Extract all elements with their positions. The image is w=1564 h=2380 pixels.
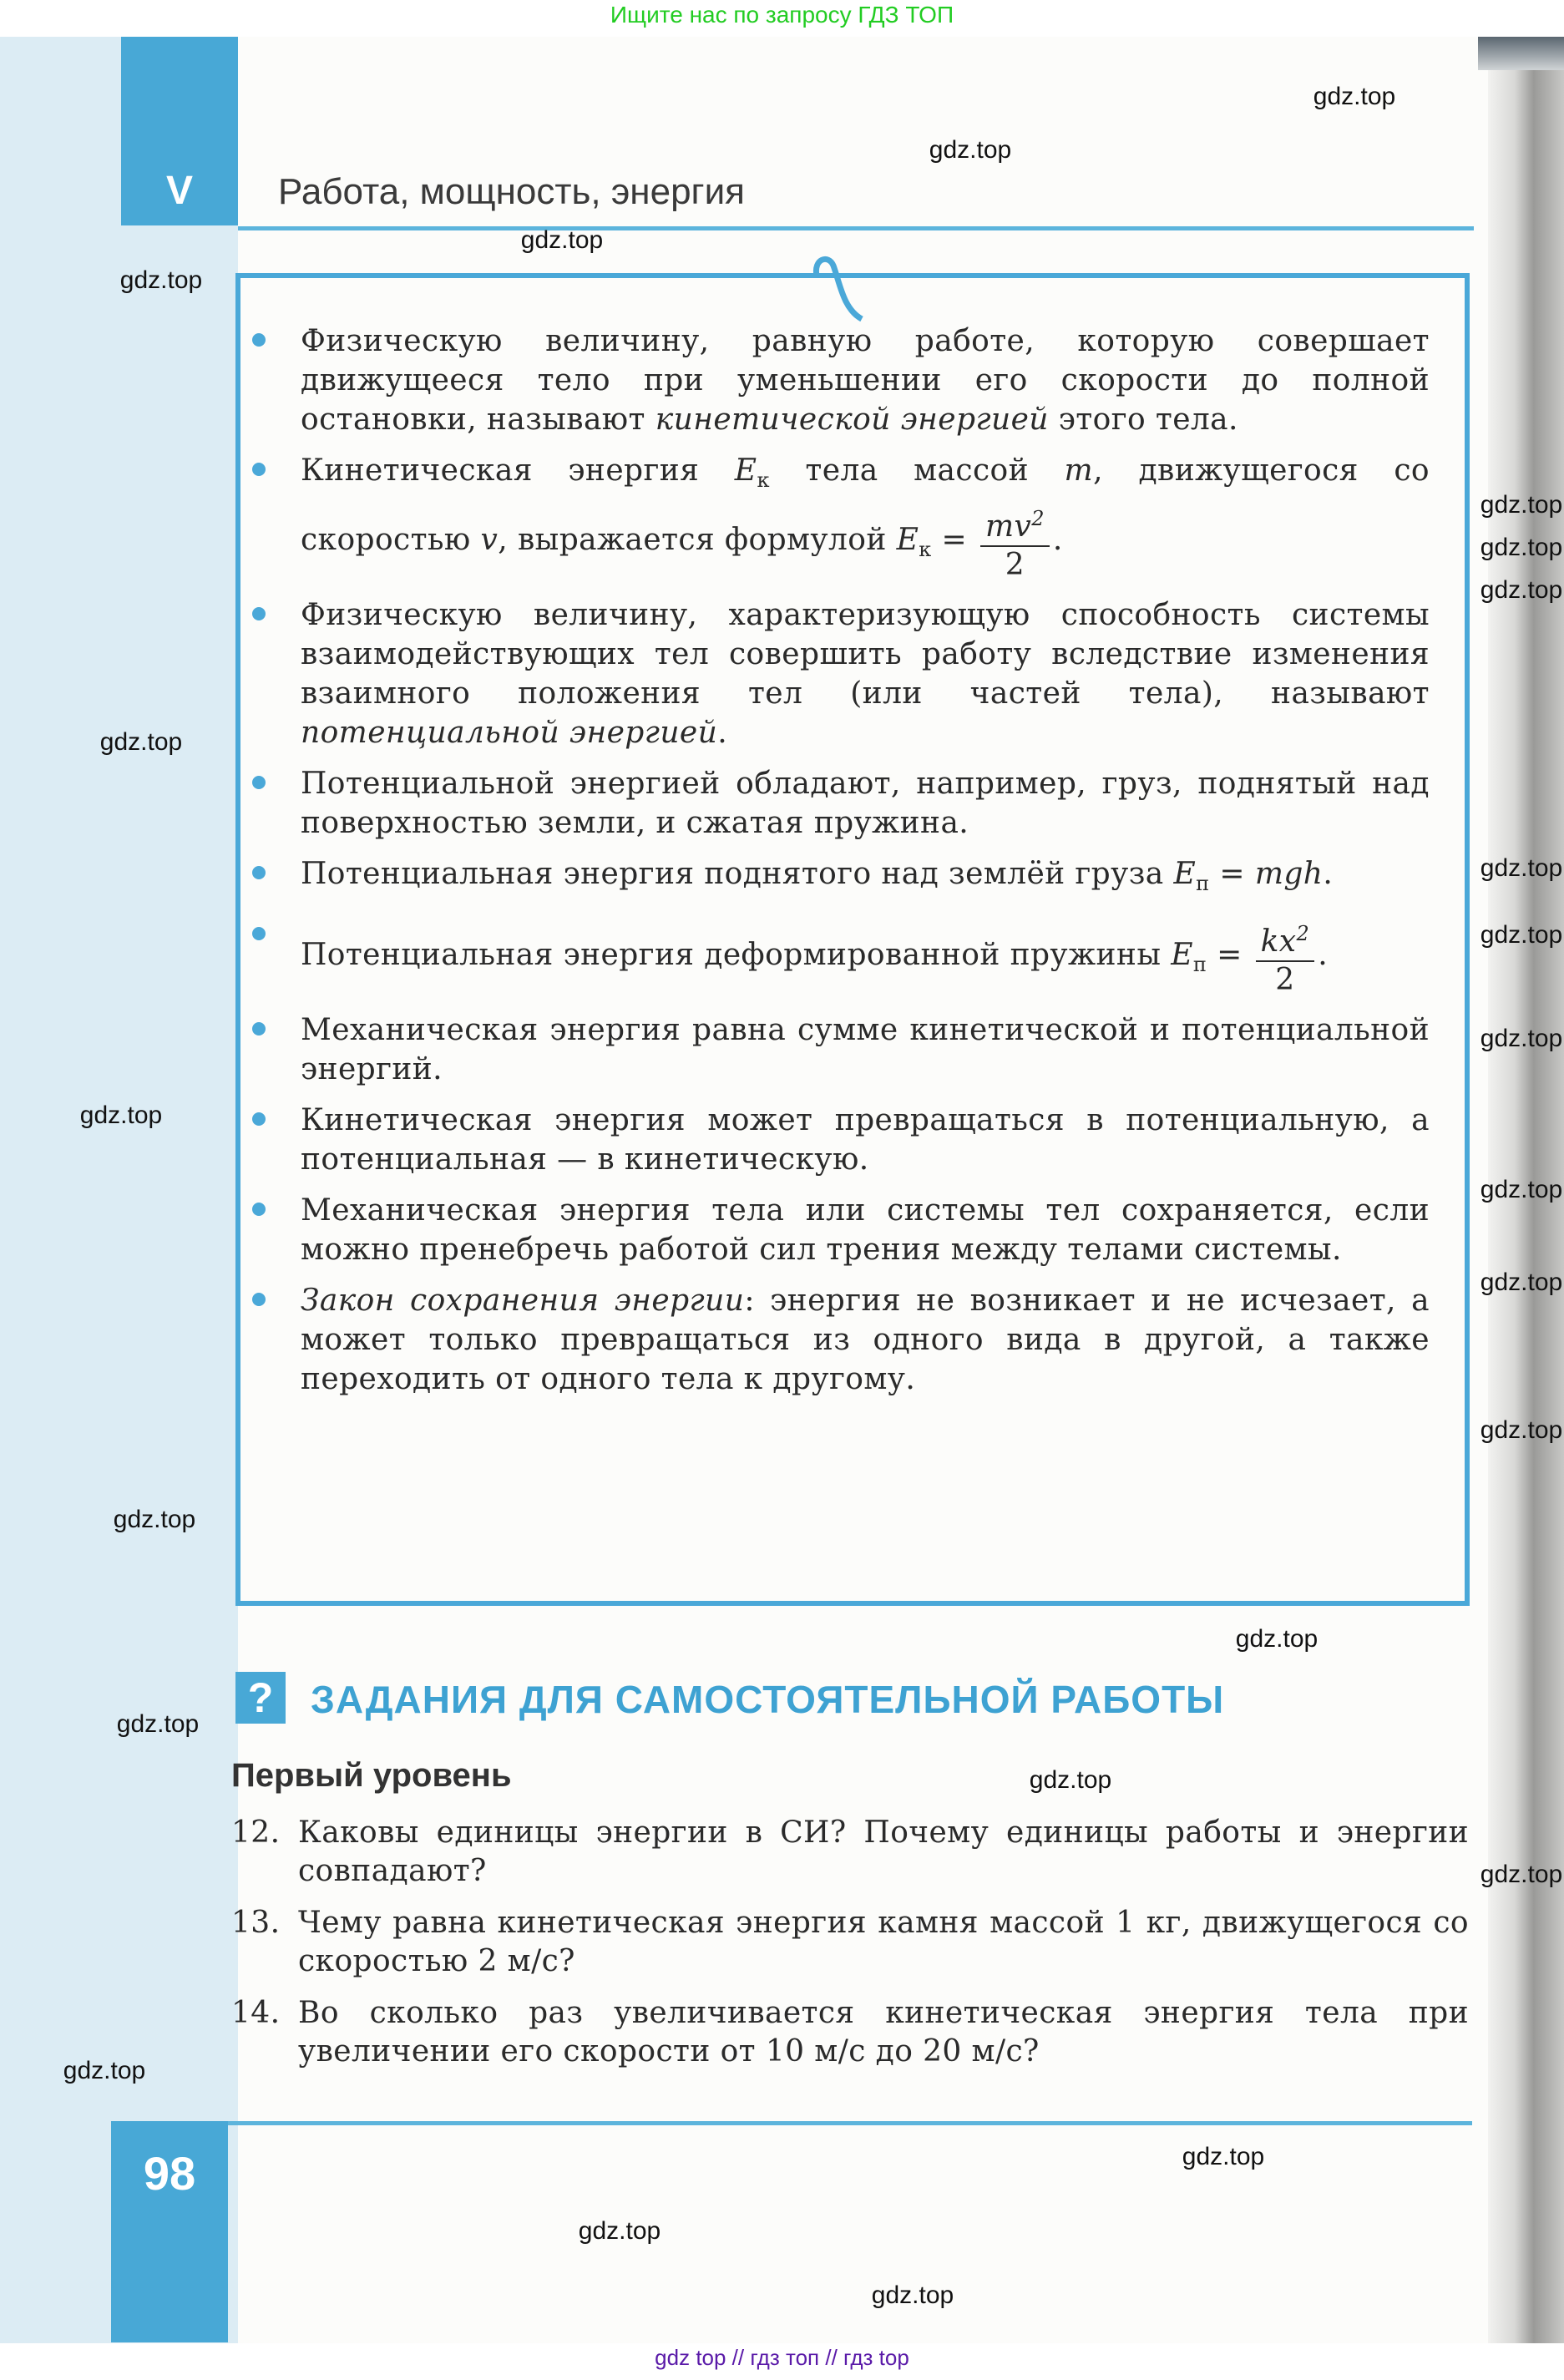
watermark-text: gdz.top <box>1235 1625 1319 1653</box>
watermark-text: gdz.top <box>929 136 1012 164</box>
watermark-text: gdz.top <box>1480 534 1563 561</box>
italic-term: E <box>734 453 757 488</box>
chapter-number: V <box>165 169 193 213</box>
summary-bullet-list <box>301 322 1430 1410</box>
subscript: к <box>919 538 932 562</box>
watermark-text: gdz.top <box>1182 2143 1265 2170</box>
italic-term: mgh <box>1254 857 1324 892</box>
fraction-numerator <box>1256 915 1315 962</box>
summary-bullet <box>301 322 1430 439</box>
site-banner-bottom[interactable]: gdz top // гдз топ // гдз top <box>655 2345 909 2370</box>
summary-bullet <box>301 1281 1430 1399</box>
watermark-text: gdz.top <box>578 2217 661 2245</box>
tasks-heading: ЗАДАНИЯ ДЛЯ САМОСТОЯТЕЛЬНОЙ РАБОТЫ <box>311 1678 1225 1721</box>
italic-term: кинетической энергией <box>655 403 1049 437</box>
watermark-text: gdz.top <box>116 1710 200 1738</box>
question-item <box>231 1904 1469 1981</box>
superscript: 2 <box>1031 507 1045 531</box>
question-number: 14. <box>231 1996 281 2030</box>
text-segment: Кинетическая энергия <box>301 453 735 488</box>
watermark-text: gdz.top <box>871 2281 954 2309</box>
text-segment: . <box>1318 938 1329 973</box>
text-segment: Механическая энергия тела или системы тел сохраняется, если можно пренебречь работой сил трения между телами системы. <box>301 1193 1430 1268</box>
box-wave-decoration <box>810 251 877 326</box>
watermark-text: gdz.top <box>1480 1861 1563 1888</box>
question-text: Чему равна кинетическая энергия камня массой 1 кг, движущегося со скоростью 2 м/с? <box>298 1906 1469 1978</box>
subscript: п <box>1192 953 1207 977</box>
summary-bullet <box>301 854 1430 904</box>
question-text: Каковы единицы энергии в СИ? Почему единицы работы и энергии совпадают? <box>298 1815 1469 1888</box>
formula-fraction <box>980 500 1050 584</box>
summary-bullet <box>301 1101 1430 1179</box>
watermark-text: gdz.top <box>1480 1416 1563 1444</box>
site-banner-top[interactable]: Ищите нас по запросу ГДЗ ТОП <box>610 2 954 28</box>
watermark-text: gdz.top <box>79 1101 163 1129</box>
question-item <box>231 1814 1469 1891</box>
text-segment: = <box>1209 857 1255 892</box>
italic-term: v <box>480 523 499 558</box>
fraction-denominator: 2 <box>1005 548 1025 583</box>
page-margin-strip <box>0 37 238 2343</box>
watermark-text: gdz.top <box>99 728 183 756</box>
summary-bullet <box>301 595 1430 752</box>
question-item <box>231 1994 1469 2071</box>
watermark-text: gdz.top <box>1480 1176 1563 1203</box>
watermark-text: gdz.top <box>1480 1268 1563 1296</box>
watermark-text: gdz.top <box>113 1506 196 1533</box>
text-segment: . <box>717 716 728 751</box>
numerator-text: kx <box>1260 924 1297 960</box>
watermark-text: gdz.top <box>1029 1766 1112 1794</box>
formula-fraction <box>1256 915 1315 999</box>
text-segment: Кинетическая энергия может превращаться в потенциальную, а потенциальная — в кинетическую. <box>301 1103 1430 1177</box>
watermark-text: gdz.top <box>1480 1025 1563 1052</box>
level-heading: Первый уровень <box>231 1757 512 1794</box>
subscript: к <box>757 468 770 493</box>
italic-term: E <box>1171 938 1193 973</box>
chapter-title: Работа, мощность, энергия <box>278 171 746 212</box>
text-segment: Механическая энергия равна сумме кинетической и потенциальной энергий. <box>301 1013 1430 1087</box>
summary-bullet <box>301 764 1430 843</box>
text-segment: , движущегося со скоростью <box>301 453 1430 558</box>
text-segment: Потенциальная энергия поднятого над землёй груза <box>301 857 1174 892</box>
fraction-numerator <box>980 500 1050 547</box>
italic-term: m <box>1064 453 1094 488</box>
footer-divider <box>228 2121 1472 2125</box>
italic-term: потенциальной энергией <box>301 716 718 751</box>
question-number: 13. <box>231 1906 281 1940</box>
watermark-text: gdz.top <box>520 226 604 254</box>
text-segment: Потенциальная энергия деформированной пружины <box>301 938 1172 973</box>
watermark-text: gdz.top <box>1480 921 1563 949</box>
question-mark-icon: ? <box>235 1672 286 1724</box>
superscript: 2 <box>1296 922 1310 946</box>
summary-bullet <box>301 915 1430 999</box>
text-segment: = <box>931 523 977 558</box>
italic-term: Закон сохранения энергии <box>301 1284 745 1319</box>
text-segment: этого тела. <box>1048 403 1238 437</box>
book-spine-shadow <box>1478 37 1564 70</box>
text-segment: Физическую величину, характеризующую способность системы взаимодействующих тел совершить работу вследствие изменения взаимного положения тел (или частей тела), называют <box>301 598 1430 711</box>
text-segment: Потенциальной энергией обладают, например, груз, поднятый над поверхностью земли, и сжатая пружина. <box>301 767 1430 841</box>
text-segment: : энергия не возникает и не исчезает, а может только превращаться из одного вида в другой, а также переходить от одного тела к другому. <box>301 1284 1430 1397</box>
watermark-text: gdz.top <box>1480 491 1563 519</box>
text-segment: = <box>1207 938 1253 973</box>
fraction-denominator: 2 <box>1275 963 1295 998</box>
page-number: 98 <box>143 2147 196 2200</box>
watermark-text: gdz.top <box>1313 83 1396 110</box>
text-segment: . <box>1323 857 1334 892</box>
numerator-text: mv <box>984 509 1032 544</box>
text-segment: тела массой <box>769 453 1065 488</box>
watermark-text: gdz.top <box>119 266 203 294</box>
watermark-text: gdz.top <box>1480 576 1563 604</box>
summary-bullet <box>301 451 1430 584</box>
page-number-tab <box>111 2121 228 2342</box>
header-divider <box>238 226 1474 230</box>
text-segment: , выражается формулой <box>498 523 897 558</box>
summary-bullet <box>301 1191 1430 1269</box>
summary-bullet <box>301 1010 1430 1089</box>
chapter-tab <box>121 37 238 225</box>
question-list <box>231 1814 1469 2084</box>
question-text: Во сколько раз увеличивается кинетическая энергия тела при увеличении его скорости от 10 м/с до 20 м/с? <box>298 1996 1469 2069</box>
text-segment: . <box>1052 523 1063 558</box>
watermark-text: gdz.top <box>63 2057 146 2084</box>
watermark-text: gdz.top <box>1480 854 1563 882</box>
italic-term: E <box>1173 857 1197 892</box>
italic-term: E <box>896 523 919 558</box>
subscript: п <box>1196 872 1210 896</box>
summary-box <box>235 273 1470 1606</box>
text-segment: Физическую величину, равную работе, которую совершает движущееся тело при уменьшении его скорости до полной остановки, называют <box>301 324 1430 437</box>
question-number: 12. <box>231 1815 281 1850</box>
